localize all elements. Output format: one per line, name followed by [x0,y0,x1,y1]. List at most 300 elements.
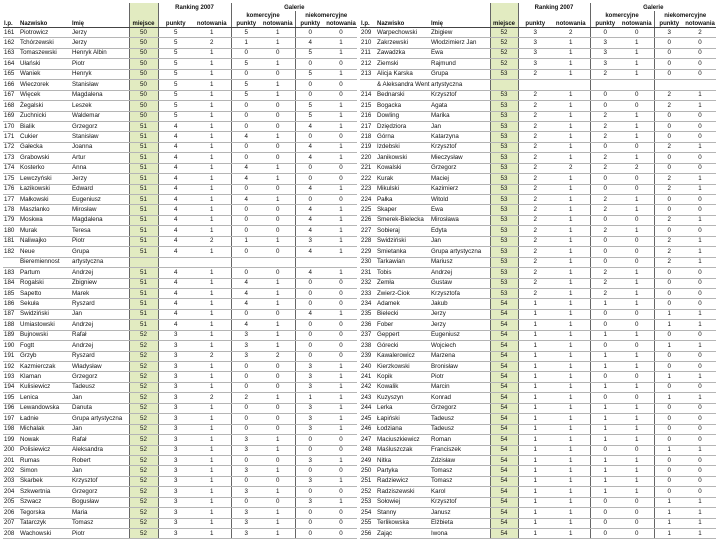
commercial-listings-cell: 1 [261,195,295,205]
ranking-listings-cell [193,257,231,267]
ranking-points-cell: 1 [518,341,552,351]
commercial-points-cell: 0 [590,257,620,267]
place-cell: 54 [490,320,518,330]
noncommercial-points-cell: 0 [295,351,325,361]
noncommercial-points-cell: 3 [295,476,325,486]
table-row [3,351,357,361]
komercyjne-header: komercyjne [590,11,654,19]
galerie-header: Galerie [590,3,716,11]
surname-cell: Zając [376,529,430,539]
firstname-cell: Eugeniusz [71,195,129,205]
firstname-cell: Grupa [430,69,490,79]
ranking-listings-cell: 1 [552,195,590,205]
lp-cell: 234 [360,299,376,309]
noncommercial-points-cell: 2 [654,101,684,111]
place-cell: 54 [490,341,518,351]
noncommercial-listings-cell: 0 [325,351,357,361]
noncommercial-listings-cell: 0 [684,59,716,69]
noncommercial-listings-cell: 0 [325,80,357,90]
noncommercial-listings-cell: 1 [325,111,357,121]
commercial-points-cell: 2 [590,288,620,298]
notowania-header: notowania [552,19,590,28]
surname-cell: Zakrzewski [376,38,430,48]
place-cell: 53 [490,111,518,121]
commercial-listings-cell: 1 [620,59,654,69]
noncommercial-listings-cell: 0 [684,330,716,340]
noncommercial-points-cell: 0 [295,341,325,351]
table-row [360,257,716,267]
firstname-cell: Andrzej [71,268,129,278]
place-cell: 54 [490,466,518,476]
noncommercial-points-cell: 0 [654,414,684,424]
lp-cell: 162 [3,38,19,48]
surname-cell: Świdziński [376,236,430,246]
surname-cell: Kawalerowicz [376,351,430,361]
ranking-points-cell: 3 [158,351,193,361]
ranking-points-cell: 2 [518,184,552,194]
noncommercial-listings-cell: 1 [684,445,716,455]
surname-cell: Sapetto [19,288,71,298]
table-row [360,215,716,225]
noncommercial-listings-cell: 1 [684,184,716,194]
notowania-header: notowania [326,21,356,27]
commercial-listings-cell: 0 [261,153,295,163]
surname-cell: Kuzyszyn [376,393,430,403]
noncommercial-listings-cell: 1 [325,247,357,257]
surname-cell: Klaman [19,372,71,382]
ranking-listings-cell: 1 [193,403,231,413]
lp-cell: 244 [360,403,376,413]
surname-cell: Nowak [19,435,71,445]
lp-cell: 184 [3,278,19,288]
ranking-points-cell: 5 [158,28,193,38]
noncommercial-points-cell: 4 [295,38,325,48]
ranking-points-cell: 4 [158,236,193,246]
firstname-cell: Janusz [430,508,490,518]
table-row [3,226,357,236]
commercial-listings-cell: 0 [261,69,295,79]
table-row [360,382,716,392]
noncommercial-points-cell: 0 [654,362,684,372]
ranking-points-cell: 1 [518,330,552,340]
table-row [3,288,357,298]
place-cell: 50 [129,111,158,121]
ranking-points-cell: 3 [158,403,193,413]
noncommercial-listings-cell: 0 [325,320,357,330]
surname-cell: Kosterko [19,163,71,173]
commercial-listings-cell: 1 [620,487,654,497]
noncommercial-points-cell: 0 [654,121,684,131]
place-cell: 52 [490,28,518,38]
noncommercial-listings-cell: 0 [684,299,716,309]
surname-cell: Kowalik [376,382,430,392]
noncommercial-points-cell: 0 [654,278,684,288]
noncommercial-points-cell: 0 [295,28,325,38]
table-row [360,288,716,298]
noncommercial-points-cell: 4 [295,268,325,278]
firstname-cell: Bogusław [71,497,129,507]
ranking-points-cell: 2 [518,288,552,298]
place-cell: 54 [490,508,518,518]
surname-cell: Sołowiej [376,497,430,507]
notowania-header: notowania [261,19,295,28]
commercial-points-cell: 0 [231,403,261,413]
table-row [360,236,716,246]
lp-cell: 218 [360,132,376,142]
noncommercial-points-cell: 4 [295,309,325,319]
firstname-cell: Tadeusz [430,414,490,424]
commercial-listings-cell: 1 [620,121,654,131]
commercial-listings-cell: 1 [261,288,295,298]
firstname-cell: Piotr [71,59,129,69]
table-row [3,435,357,445]
lp-cell: 248 [360,445,376,455]
noncommercial-listings-cell: 0 [684,48,716,58]
commercial-listings-cell: 0 [261,382,295,392]
commercial-points-cell: 1 [231,38,261,48]
surname-cell: Grabowski [19,153,71,163]
lp-cell: 183 [3,268,19,278]
noncommercial-points-cell: 0 [654,424,684,434]
firstname-cell: Andrzej [71,320,129,330]
ranking-points-cell: 4 [158,226,193,236]
commercial-listings-cell: 0 [620,518,654,528]
firstname-cell: Jan [71,309,129,319]
lp-cell: 170 [3,121,19,131]
noncommercial-points-cell: 0 [654,351,684,361]
ranking-listings-cell: 1 [552,372,590,382]
commercial-points-cell: 1 [590,466,620,476]
noncommercial-points-cell: 0 [295,59,325,69]
surname-cell: Rumas [19,455,71,465]
place-cell: 52 [129,372,158,382]
commercial-points-cell: 0 [231,424,261,434]
commercial-listings-cell: 1 [261,330,295,340]
ranking-listings-cell: 1 [552,455,590,465]
surname-cell: Szkwertnia [19,487,71,497]
lp-cell: 243 [360,393,376,403]
place-cell: 53 [490,132,518,142]
commercial-listings-cell: 1 [620,111,654,121]
firstname-cell: Jan [71,466,129,476]
ranking-listings-cell: 1 [552,174,590,184]
firstname-cell: Andrzej [71,341,129,351]
commercial-listings-cell: 1 [261,299,295,309]
punkty-header: punkty [654,19,684,28]
noncommercial-points-cell: 1 [654,497,684,507]
table-row [360,341,716,351]
table-row [3,142,357,152]
ranking-points-cell: 3 [158,393,193,403]
noncommercial-points-cell: 4 [295,121,325,131]
commercial-listings-cell: 1 [261,90,295,100]
firstname-cell: Magdalena [71,90,129,100]
place-cell: 51 [129,174,158,184]
surname-cell: Zemła [376,278,430,288]
noncommercial-listings-cell: 1 [325,497,357,507]
firstname-cell: Tadeusz [71,382,129,392]
place-cell: 52 [129,455,158,465]
commercial-listings-cell: 0 [620,445,654,455]
ranking-points-cell: 4 [158,132,193,142]
firstname-cell: Krzysztof [430,90,490,100]
table-row [3,372,357,382]
commercial-listings-cell: 1 [620,466,654,476]
ranking-points-cell: 3 [518,48,552,58]
noncommercial-listings-cell: 0 [325,59,357,69]
commercial-points-cell: 0 [590,101,620,111]
firstname-cell: Piotr [430,372,490,382]
lp-cell: 211 [360,48,376,58]
surname-cell: Żegalski [19,101,71,111]
miejsce-header: miejsce [490,19,518,28]
noncommercial-listings-cell: 1 [684,320,716,330]
noncommercial-points-cell: 3 [295,403,325,413]
commercial-points-cell: 2 [590,132,620,142]
ranking-points-cell: 1 [518,382,552,392]
punkty-header: punkty [158,19,193,28]
commercial-points-cell: 0 [231,247,261,257]
place-cell: 52 [129,382,158,392]
noncommercial-points-cell: 3 [295,372,325,382]
place-cell: 53 [490,268,518,278]
commercial-listings-cell: 0 [620,184,654,194]
ranking-listings-cell: 1 [193,132,231,142]
table-row [360,48,716,58]
place-cell: 53 [490,184,518,194]
noncommercial-points-cell: 0 [295,330,325,340]
commercial-points-cell: 0 [590,393,620,403]
noncommercial-listings-cell: 0 [684,288,716,298]
lp-cell: 195 [3,393,19,403]
noncommercial-listings-cell: 0 [325,174,357,184]
place-cell: 51 [129,320,158,330]
surname-cell: Izdebski [376,142,430,152]
commercial-points-cell: 2 [590,268,620,278]
commercial-listings-cell: 2 [261,351,295,361]
place-cell: 52 [490,38,518,48]
commercial-points-cell: 3 [231,529,261,539]
firstname-cell: Ryszard [71,351,129,361]
place-cell: 52 [490,59,518,69]
ranking-points-cell: 3 [518,59,552,69]
table-row [3,257,357,267]
commercial-points-cell: 0 [231,69,261,79]
commercial-points-cell: 0 [590,309,620,319]
lp-cell: 252 [360,487,376,497]
table-row [360,90,716,100]
place-cell: 52 [129,445,158,455]
surname-cell: Ziemski [376,59,430,69]
table-row [3,309,357,319]
commercial-points-cell: 0 [590,518,620,528]
firstname-cell: Marzena [430,351,490,361]
firstname-cell: Bronisław [430,362,490,372]
commercial-listings-cell: 1 [620,153,654,163]
noncommercial-points-cell: 0 [295,195,325,205]
table-row [360,195,716,205]
commercial-listings-cell: 1 [620,299,654,309]
lp-cell: 229 [360,247,376,257]
noncommercial-listings-cell: 0 [684,424,716,434]
firstname-cell: Jerzy [430,320,490,330]
noncommercial-listings-cell: 1 [325,205,357,215]
commercial-points-cell: 3 [231,487,261,497]
noncommercial-listings-cell: 1 [684,90,716,100]
commercial-points-cell: 0 [231,142,261,152]
ranking-table-left [3,3,357,539]
commercial-listings-cell: 1 [620,382,654,392]
firstname-cell: Tomasz [71,518,129,528]
noncommercial-points-cell: 2 [654,142,684,152]
imie-header: Imię [71,19,129,28]
commercial-points-cell: 0 [231,184,261,194]
ranking-points-cell: 3 [158,487,193,497]
lp-cell: 233 [360,288,376,298]
noncommercial-listings-cell: 1 [325,101,357,111]
lp-header: l.p. [360,19,376,28]
table-row [3,403,357,413]
lp-cell: 247 [360,435,376,445]
noncommercial-points-cell: 2 [654,247,684,257]
commercial-listings-cell: 1 [261,435,295,445]
noncommercial-listings-cell: 0 [684,111,716,121]
ranking-listings-cell: 1 [193,226,231,236]
lp-cell: 189 [3,330,19,340]
table-row [360,38,716,48]
commercial-listings-cell: 1 [261,508,295,518]
commercial-points-cell: 2 [590,111,620,121]
commercial-listings-cell: 0 [620,497,654,507]
surname-cell: & Aleksandra Went [376,80,430,90]
commercial-listings-cell: 1 [620,69,654,79]
commercial-listings-cell: 1 [620,435,654,445]
noncommercial-listings-cell: 1 [325,393,357,403]
noncommercial-points-cell: 3 [295,455,325,465]
noncommercial-listings-cell: 0 [684,382,716,392]
place-cell: 52 [129,403,158,413]
ranking-listings-cell: 1 [552,414,590,424]
commercial-listings-cell: 0 [620,174,654,184]
commercial-listings-cell: 1 [261,341,295,351]
ranking-points-cell: 3 [158,497,193,507]
place-cell: 53 [490,90,518,100]
firstname-cell: Rajmund [430,59,490,69]
ranking-listings-cell: 1 [552,257,590,267]
ranking-listings-cell: 1 [552,466,590,476]
place-cell [490,80,518,90]
place-cell: 54 [490,372,518,382]
place-cell: 52 [129,330,158,340]
place-cell: 53 [490,142,518,152]
ranking-points-cell: 2 [518,142,552,152]
noncommercial-listings-cell: 0 [684,278,716,288]
commercial-listings-cell: 0 [261,121,295,131]
place-cell: 51 [129,195,158,205]
lp-cell: 161 [3,28,19,38]
commercial-points-cell: 0 [231,101,261,111]
surname-cell: Cukier [19,132,71,142]
table-row [3,299,357,309]
noncommercial-listings-cell: 0 [325,90,357,100]
lp-cell: 232 [360,278,376,288]
surname-cell: Alicja Karska [376,69,430,79]
lp-cell: 236 [360,320,376,330]
ranking-listings-cell: 1 [193,320,231,330]
noncommercial-points-cell: 0 [295,320,325,330]
ranking-listings-cell: 1 [193,101,231,111]
ranking-points-cell: 2 [518,111,552,121]
commercial-listings-cell: 0 [620,142,654,152]
niekomercyjne-header: niekomercyjne [654,11,716,19]
surname-cell: Simon [19,466,71,476]
firstname-cell: Wojciech [430,341,490,351]
noncommercial-points-cell: 0 [654,476,684,486]
place-cell: 51 [129,278,158,288]
lp-cell: 228 [360,236,376,246]
surname-cell: Fogtt [19,341,71,351]
firstname-cell: Rafał [71,435,129,445]
noncommercial-points-cell: 5 [295,48,325,58]
commercial-points-cell: 2 [590,195,620,205]
ranking-points-cell: 5 [158,101,193,111]
ranking-listings-cell: 1 [193,69,231,79]
surname-cell: Szwacz [19,497,71,507]
firstname-cell: Piotr [71,236,129,246]
noncommercial-listings-cell: 0 [684,455,716,465]
noncommercial-points-cell: 2 [654,236,684,246]
noncommercial-points-cell: 0 [295,487,325,497]
lp-cell: 185 [3,288,19,298]
commercial-points-cell: 0 [590,529,620,539]
commercial-listings-cell: 1 [620,414,654,424]
ranking-points-cell: 5 [158,90,193,100]
firstname-cell: Tomasz [430,476,490,486]
firstname-cell: Grupa artystyczna [430,247,490,257]
ranking-points-cell: 1 [518,424,552,434]
lp-cell: 163 [3,48,19,58]
place-cell: 52 [129,508,158,518]
commercial-listings-cell: 1 [620,351,654,361]
noncommercial-points-cell: 0 [654,299,684,309]
table-row [360,330,716,340]
noncommercial-listings-cell: 1 [325,69,357,79]
noncommercial-listings-cell: 1 [325,309,357,319]
noncommercial-points-cell [654,80,684,90]
ranking-listings-cell: 1 [193,278,231,288]
commercial-listings-cell: 0 [261,226,295,236]
commercial-points-cell: 1 [590,487,620,497]
commercial-points-cell: 0 [231,455,261,465]
ranking-listings-cell: 1 [193,414,231,424]
lp-cell: 225 [360,205,376,215]
ranking-points-cell: 2 [518,153,552,163]
surname-cell: Wieczorek [19,80,71,90]
noncommercial-listings-cell: 0 [325,518,357,528]
noncommercial-points-cell: 0 [295,90,325,100]
commercial-listings-cell: 1 [261,529,295,539]
noncommercial-listings-cell: 1 [325,362,357,372]
ranking-points-cell: 2 [518,174,552,184]
firstname-cell: Piotr [71,529,129,539]
ranking-listings-cell: 1 [552,268,590,278]
place-cell: 54 [490,362,518,372]
place-cell: 52 [129,393,158,403]
ranking-points-cell: 1 [518,320,552,330]
commercial-points-cell: 1 [590,299,620,309]
commercial-points-cell: 1 [590,435,620,445]
surname-cell: Piotrowicz [19,28,71,38]
